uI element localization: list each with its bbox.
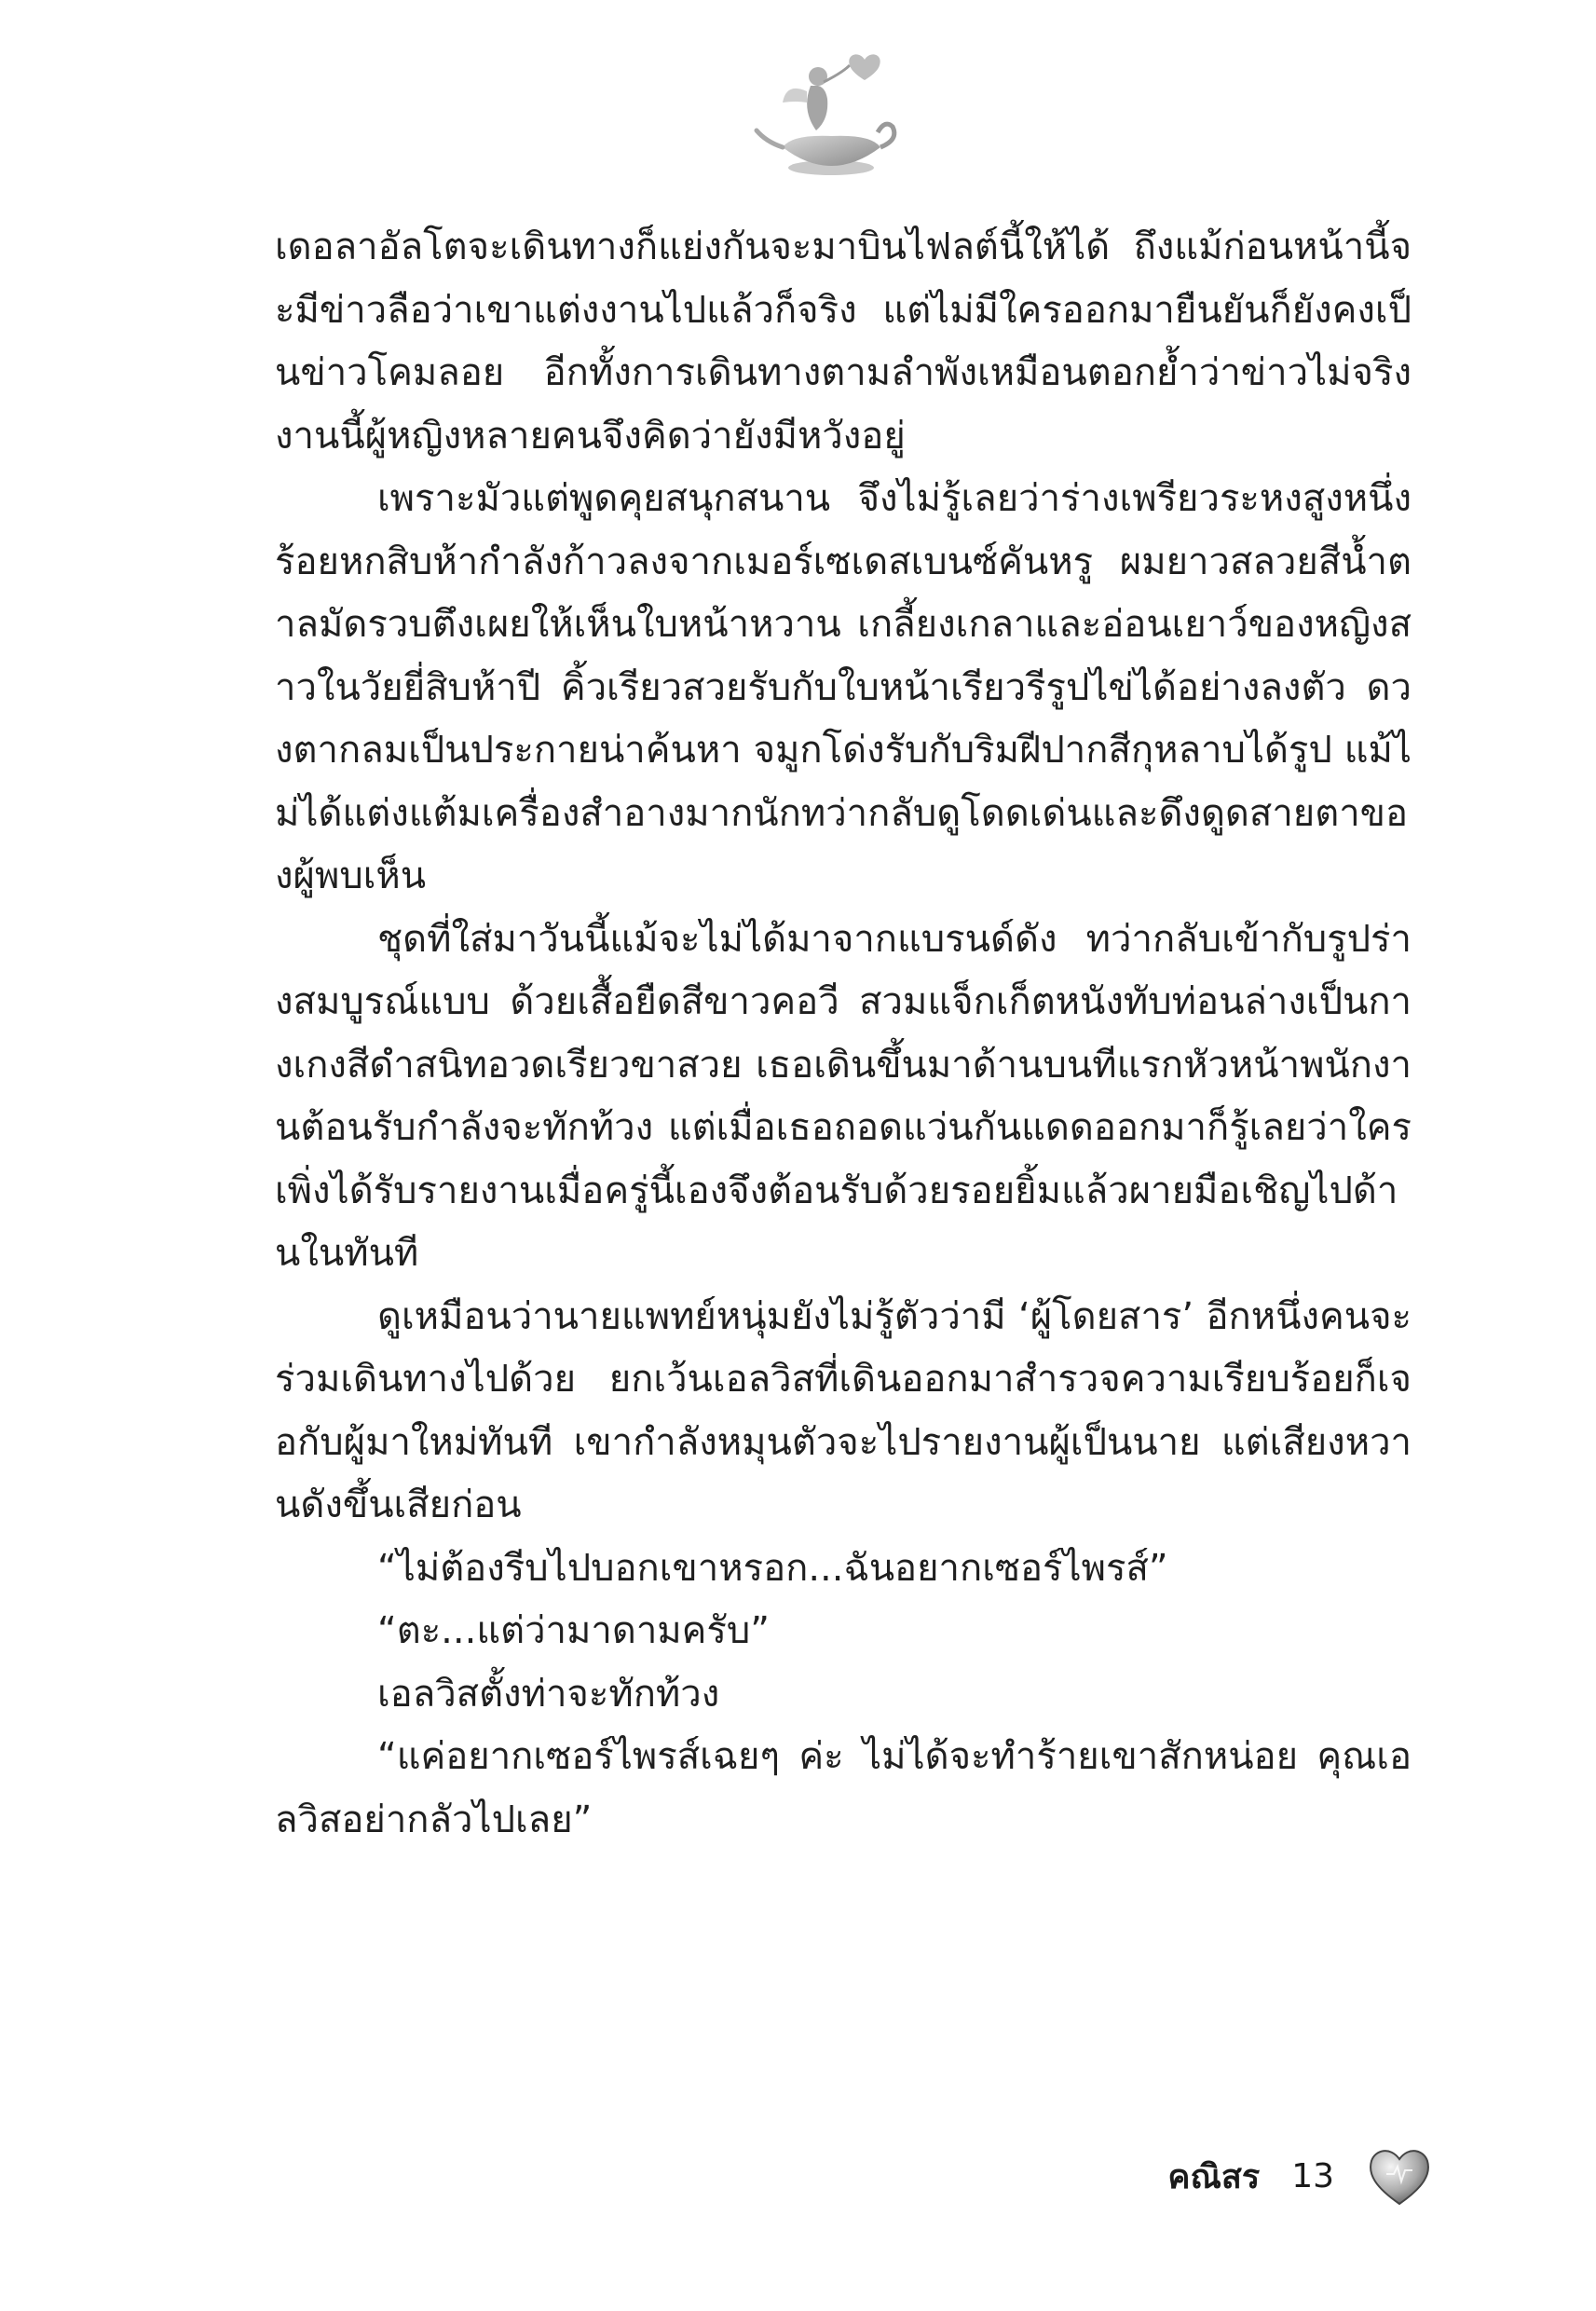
page-footer xyxy=(1167,2139,1433,2213)
paragraph-6: “ตะ...แต่ว่ามาดามครับ” xyxy=(377,1609,770,1652)
paragraph-3: ชุดที่ใส่มาวันนี้แม้จะไม่ได้มาจากแบรนด์ดัง ทว่ากลับเข้ากับรูปร่างสมบูรณ์แบบ ด้วยเสื้อยืดสีขาวคอวี สวมแจ็กเก็ตหนังทับท่อนล่างเป็นกางเกงสีดำสนิทอวดเรียวขาสวย เธอเดินขึ้นมาด้านบนทีแรกหัวหน้าพนักงานต้อนรับกำลังจะทักท้วง แต่เมื่อเธอถอดแว่นกันแดดออกมาก็รู้เลยว่าใคร เพิ่งได้รับรายงานเมื่อครู่นี้เองจึงต้อนรับด้วยรอยยิ้มแล้วผายมือเชิญไปด้านในทันที xyxy=(275,917,1412,1275)
paragraph-5: “ไม่ต้องรีบไปบอกเขาหรอก...ฉันอยากเซอร์ไพรส์” xyxy=(377,1546,1168,1590)
page-number: 13 xyxy=(1291,2156,1334,2195)
paragraph-8: “แค่อยากเซอร์ไพรส์เฉยๆ ค่ะ ไม่ได้จะทำร้ายเขาสักหน่อย คุณเอลวิสอย่ากลัวไปเลย” xyxy=(275,1735,1412,1841)
paragraph-2: เพราะมัวแต่พูดคุยสนุกสนาน จึงไม่รู้เลยว่าร่างเพรียวระหงสูงหนึ่งร้อยหกสิบห้ากำลังก้าวลงจากเมอร์เซเดสเบนซ์คันหรู ผมยาวสลวยสีน้ำตาลมัดรวบตึงเผยให้เห็นใบหน้าหวาน เกลี้ยงเกลาและอ่อนเยาว์ของหญิงสาวในวัยยี่สิบห้าปี คิ้วเรียวสวยรับกับใบหน้าเรียวรีรูปไข่ได้อย่างลงตัว ดวงตากลมเป็นประกายน่าค้นหา จมูกโด่งรับกับริมฝีปากสีกุหลาบได้รูป แม้ไม่ได้แต่งแต้มเครื่องสำอางมากนักทว่ากลับดูโดดเด่นและดึงดูดสายตาของผู้พบเห็น xyxy=(275,477,1412,897)
paragraph-4: ดูเหมือนว่านายแพทย์หนุ่มยังไม่รู้ตัวว่ามี ‘ผู้โดยสาร’ อีกหนึ่งคนจะร่วมเดินทางไปด้วย ยกเว้นเอลวิสที่เดินออกมาสำรวจความเรียบร้อยก็เจอกับผู้มาใหม่ทันที เขากำลังหมุนตัวจะไปรายงานผู้เป็นนาย แต่เสียงหวานดังขึ้นเสียก่อน xyxy=(275,1294,1412,1526)
heart-icon xyxy=(1366,2142,1433,2209)
author-name: คณิสร xyxy=(1167,2157,1261,2196)
cupid-teapot-ornament-icon xyxy=(745,45,913,185)
body-text xyxy=(275,216,1412,1852)
paragraph-1: เดอลาอัลโตจะเดินทางก็แย่งกันจะมาบินไฟลต์นี้ให้ได้ ถึงแม้ก่อนหน้านี้จะมีข่าวลือว่าเขาแต่งงานไปแล้วก็จริง แต่ไม่มีใครออกมายืนยันก็ยังคงเป็นข่าวโคมลอย อีกทั้งการเดินทางตามลำพังเหมือนตอกย้ำว่าข่าวไม่จริง งานนี้ผู้หญิงหลายคนจึงคิดว่ายังมีหวังอยู่ xyxy=(275,226,1412,458)
paragraph-7: เอลวิสตั้งท่าจะทักท้วง xyxy=(377,1672,720,1716)
